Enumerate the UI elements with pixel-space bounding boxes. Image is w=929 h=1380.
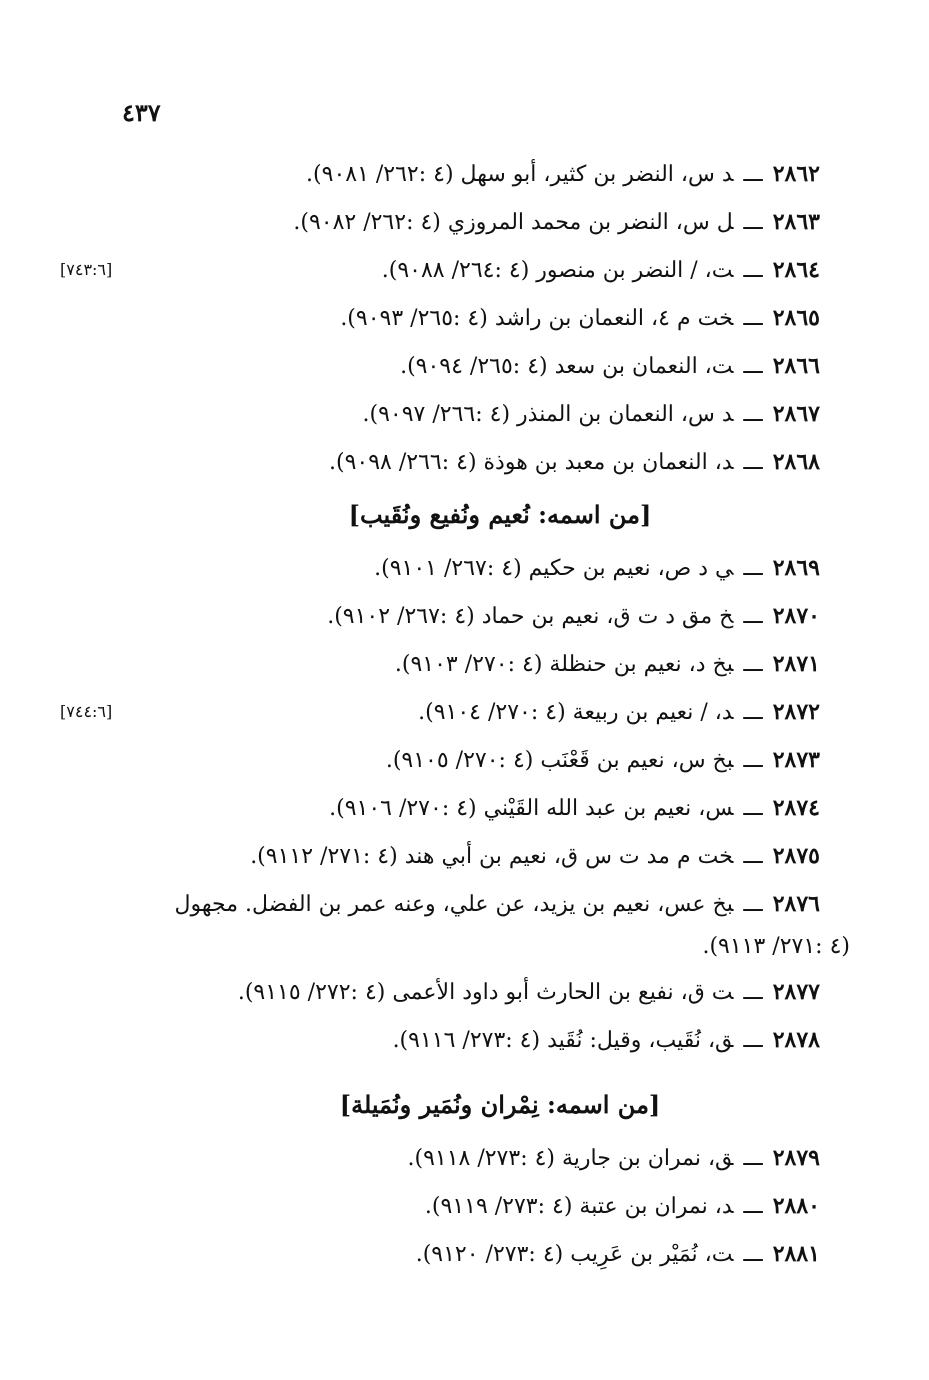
entry-text: ق، نمران بن جارية (٤ :٢٧٣/ ٩١١٨).	[407, 1146, 734, 1171]
entry-number: ٢٨٦٧	[772, 401, 820, 427]
entry-row	[60, 150, 820, 198]
entry-dash: ـــ	[743, 402, 763, 427]
entry-row-long	[60, 880, 850, 968]
entry-text: د، / نعيم بن ربيعة (٤ :٢٧٠/ ٩١٠٤).	[418, 700, 734, 725]
entry-number: ٢٨٧٦	[772, 891, 820, 917]
entry-number: ٢٨٧٣	[772, 747, 820, 773]
entry-number: ٢٨٦٦	[772, 353, 820, 379]
entry-row	[60, 784, 820, 832]
entry-dash: ـــ	[743, 162, 763, 187]
entry-text: بخ عس، نعيم بن يزيد، عن علي، وعنه عمر بن الفضل. مجهول	[174, 892, 734, 917]
entry-row	[60, 198, 820, 246]
entry-group-nuaym	[60, 544, 820, 880]
entry-number: ٢٨٨٠	[772, 1193, 820, 1219]
entry-row	[60, 246, 820, 294]
entry-number: ٢٨٧٩	[772, 1145, 820, 1171]
entry-row	[60, 832, 820, 880]
entry-text: خت م مد ت س ق، نعيم بن أبي هند (٤ :٢٧١/ ٩١١٢).	[250, 844, 734, 869]
entry-dash: ـــ	[743, 450, 763, 475]
entry-dash: ـــ	[743, 1146, 763, 1171]
entry-text: ت، / النضر بن منصور (٤ :٢٦٤/ ٩٠٨٨).	[381, 258, 734, 283]
entry-text: ق، نُقَيب، وقيل: نُقَيد (٤ :٢٧٣/ ٩١١٦).	[392, 1028, 734, 1053]
entry-group-nufay	[60, 968, 820, 1064]
entry-dash: ـــ	[743, 1028, 763, 1053]
entry-group-nimran	[60, 1134, 820, 1278]
entry-dash: ـــ	[743, 980, 763, 1005]
entry-row	[60, 640, 820, 688]
entry-row	[60, 544, 820, 592]
entry-dash: ـــ	[743, 354, 763, 379]
entry-row	[60, 1016, 820, 1064]
entry-row	[60, 736, 820, 784]
entry-dash: ـــ	[743, 652, 763, 677]
entry-number: ٢٨٨١	[772, 1241, 820, 1267]
entry-dash: ـــ	[743, 892, 763, 917]
entry-text: ت ق، نفيع بن الحارث أبو داود الأعمى (٤ :٢٧٢/ ٩١١٥).	[237, 980, 734, 1005]
entry-dash: ـــ	[743, 844, 763, 869]
entry-text: خت م ٤، النعمان بن راشد (٤ :٢٦٥/ ٩٠٩٣).	[340, 306, 734, 331]
section-heading-nuaym: [من اسمه: نُعيم ونُفيع ونُقَيب]	[348, 500, 652, 529]
margin-reference: [٧٤٤:٦]	[60, 702, 113, 721]
entry-row	[60, 592, 820, 640]
entry-dash: ـــ	[743, 1194, 763, 1219]
entry-row	[60, 1230, 820, 1278]
entry-dash: ـــ	[743, 306, 763, 331]
entry-dash: ـــ	[743, 1242, 763, 1267]
entry-number: ٢٨٧٤	[772, 795, 820, 821]
entry-number: ٢٨٦٩	[772, 555, 820, 581]
entry-group-nadr-numan	[60, 150, 820, 486]
entry-row	[60, 1182, 820, 1230]
entry-number: ٢٨٧٥	[772, 843, 820, 869]
entry-number: ٢٨٦٨	[772, 449, 820, 475]
entry-text: ل س، النضر بن محمد المروزي (٤ :٢٦٢/ ٩٠٨٢).	[293, 210, 734, 235]
entry-number: ٢٨٧٧	[772, 979, 820, 1005]
entry-number: ٢٨٧٨	[772, 1027, 820, 1053]
entry-number: ٢٨٧٢	[772, 699, 820, 725]
entry-number: ٢٨٦٤	[772, 257, 820, 283]
entries-list	[60, 150, 850, 1278]
entry-text: د س، النعمان بن المنذر (٤ :٢٦٦/ ٩٠٩٧).	[362, 402, 734, 427]
page-number: ٤٣٧	[122, 98, 161, 127]
entry-number: ٢٨٧١	[772, 651, 820, 677]
entry-number: ٢٨٦٣	[772, 209, 820, 235]
entry-dash: ـــ	[743, 210, 763, 235]
entry-row	[60, 438, 820, 486]
entry-text: بخ س، نعيم بن قَعْنَب (٤ :٢٧٠/ ٩١٠٥).	[385, 748, 734, 773]
entry-text-continuation: (٤ :٢٧١/ ٩١١٣).	[702, 934, 850, 959]
entry-number: ٢٨٦٥	[772, 305, 820, 331]
entry-dash: ـــ	[743, 700, 763, 725]
entry-row	[60, 968, 820, 1016]
entry-row	[60, 342, 820, 390]
margin-reference: [٧٤٣:٦]	[60, 260, 113, 279]
entry-text: د، النعمان بن معبد بن هوذة (٤ :٢٦٦/ ٩٠٩٨).	[329, 450, 734, 475]
entry-row	[60, 294, 820, 342]
entry-number: ٢٨٦٢	[772, 161, 820, 187]
entry-text: خ مق د ت ق، نعيم بن حماد (٤ :٢٦٧/ ٩١٠٢).	[327, 604, 734, 629]
entry-text: ي د ص، نعيم بن حكيم (٤ :٢٦٧/ ٩١٠١).	[374, 556, 734, 581]
entry-text: د س، النضر بن كثير، أبو سهل (٤ :٢٦٢/ ٩٠٨١).	[306, 162, 734, 187]
entry-text: س، نعيم بن عبد الله القَيْني (٤ :٢٧٠/ ٩١٠٦).	[329, 796, 734, 821]
entry-text: بخ د، نعيم بن حنظلة (٤ :٢٧٠/ ٩١٠٣).	[394, 652, 734, 677]
entry-number: ٢٨٧٠	[772, 603, 820, 629]
entry-dash: ـــ	[743, 556, 763, 581]
entry-row	[60, 1134, 820, 1182]
entry-text: ت، النعمان بن سعد (٤ :٢٦٥/ ٩٠٩٤).	[400, 354, 734, 379]
entry-text: د، نمران بن عتبة (٤ :٢٧٣/ ٩١١٩).	[424, 1194, 734, 1219]
entry-dash: ـــ	[743, 604, 763, 629]
entry-row	[60, 390, 820, 438]
entry-dash: ـــ	[743, 748, 763, 773]
entry-row	[60, 688, 820, 736]
entry-text: ت، نُمَيْر بن عَرِيب (٤ :٢٧٣/ ٩١٢٠).	[415, 1242, 734, 1267]
section-heading-nimran: [من اسمه: نِمْران ونُمَير ونُمَيلة]	[339, 1090, 661, 1119]
entry-dash: ـــ	[743, 258, 763, 283]
entry-dash: ـــ	[743, 796, 763, 821]
